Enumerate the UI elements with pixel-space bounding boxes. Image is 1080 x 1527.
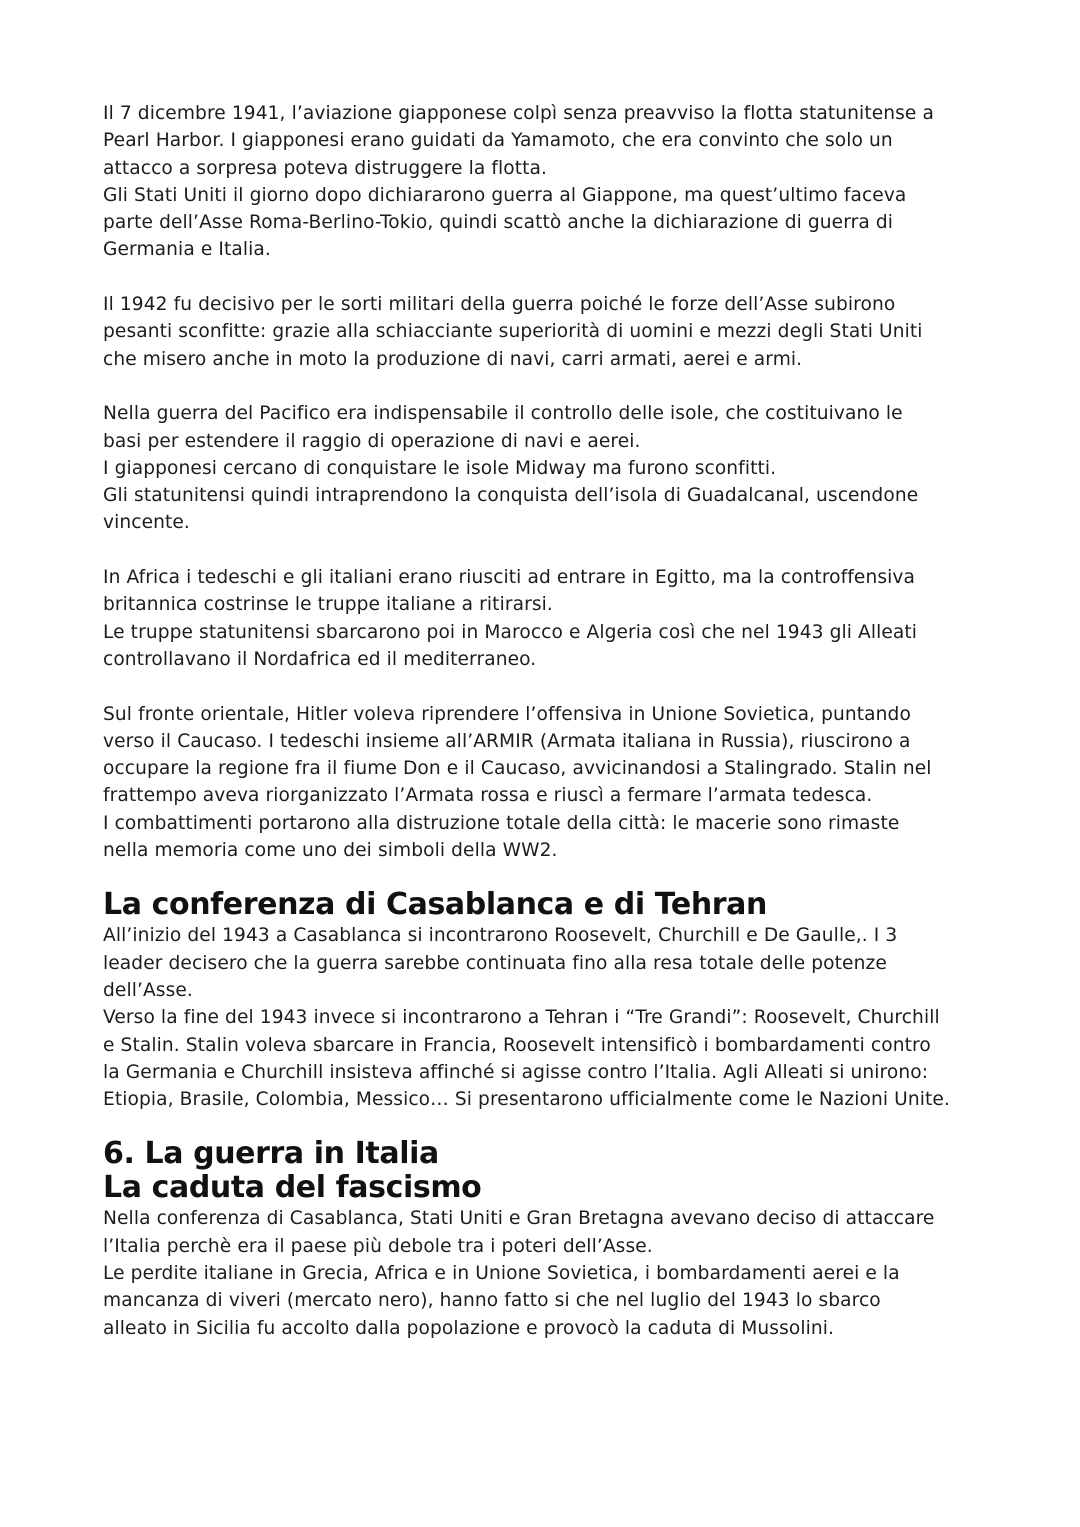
text-line: I giapponesi cercano di conquistare le isole Midway ma furono sconfitti. [103, 457, 777, 479]
text-line: che misero anche in moto la produzione di navi, carri armati, aerei e armi. [103, 348, 803, 370]
text-line: alleato in Sicilia fu accolto dalla popolazione e provocò la caduta di Mussolini. [103, 1317, 835, 1339]
text-line: verso il Caucaso. I tedeschi insieme all’ARMIR (Armata italiana in Russia), riuscirono a [103, 730, 911, 752]
paragraph-spacer [103, 537, 983, 564]
text-line: leader decisero che la guerra sarebbe continuata fino alla resa totale delle potenze [103, 952, 887, 974]
text-line: Il 1942 fu decisivo per le sorti militari della guerra poiché le forze dell’Asse subirono [103, 294, 896, 316]
text-line: dell’Asse. [103, 979, 193, 1001]
paragraph-conference [103, 922, 983, 1113]
text-line: nella memoria come uno dei simboli della WW2. [103, 840, 558, 862]
text-line: parte dell’Asse Roma-Berlino-Tokio, quindi scattò anche la dichiarazione di guerra di [103, 212, 894, 234]
text-line: vincente. [103, 512, 190, 534]
text-line: attacco a sorpresa poteva distruggere la flotta. [103, 157, 548, 179]
text-line: Il 7 dicembre 1941, l’aviazione giapponese colpì senza preavviso la flotta statunitense a [103, 103, 934, 124]
text-line: l’Italia perchè era il paese più debole tra i poteri dell’Asse. [103, 1235, 653, 1257]
text-line: Verso la fine del 1943 invece si incontrarono a Tehran i “Tre Grandi”: Roosevelt, Churchill [103, 1007, 940, 1029]
paragraph-italy [103, 1205, 983, 1341]
text-line: I combattimenti portarono alla distruzione totale della città: le macerie sono rimaste [103, 812, 900, 834]
text-line: Nella guerra del Pacifico era indispensabile il controllo delle isole, che costituivano le [103, 403, 903, 425]
text-line: In Africa i tedeschi e gli italiani erano riusciti ad entrare in Egitto, ma la controffensiva [103, 567, 915, 589]
text-line: All’inizio del 1943 a Casablanca si incontrarono Roosevelt, Churchill e De Gaulle,. I 3 [103, 925, 898, 947]
document-page [103, 100, 983, 1342]
text-line: Gli statunitensi quindi intraprendono la conquista dell’isola di Guadalcanal, uscendone [103, 485, 919, 507]
section-spacer [103, 864, 983, 888]
text-line: Le truppe statunitensi sbarcarono poi in Marocco e Algeria così che nel 1943 gli Alleati [103, 621, 918, 643]
text-line: occupare la regione fra il fiume Don e il Caucaso, avvicinandosi a Stalingrado. Stalin nel [103, 758, 932, 780]
text-line: basi per estendere il raggio di operazione di navi e aerei. [103, 430, 641, 452]
text-line: Germania e Italia. [103, 239, 271, 261]
text-line: Etiopia, Brasile, Colombia, Messico… Si presentarono ufficialmente come le Nazioni Unite. [103, 1089, 950, 1111]
paragraph-pacific [103, 400, 983, 536]
heading-line: 6. La guerra in Italia [103, 1136, 439, 1172]
text-line: mancanza di viveri (mercato nero), hanno fatto si che nel luglio del 1943 lo sbarco [103, 1290, 881, 1312]
paragraph-pearl-harbor [103, 100, 983, 264]
paragraph-spacer [103, 264, 983, 291]
text-line: Sul fronte orientale, Hitler voleva riprendere l’offensiva in Unione Sovietica, puntando [103, 703, 911, 725]
paragraph-africa [103, 564, 983, 673]
heading-line: La caduta del fascismo [103, 1170, 482, 1206]
section-heading-italy [103, 1137, 983, 1205]
text-line: controllavano il Nordafrica ed il mediterraneo. [103, 648, 537, 670]
paragraph-spacer [103, 373, 983, 400]
section-spacer [103, 1113, 983, 1137]
text-line: Gli Stati Uniti il giorno dopo dichiararono guerra al Giappone, ma quest’ultimo faceva [103, 184, 907, 206]
text-line: e Stalin. Stalin voleva sbarcare in Francia, Roosevelt intensificò i bombardamenti contro [103, 1034, 931, 1056]
paragraph-spacer [103, 673, 983, 700]
text-line: Nella conferenza di Casablanca, Stati Uniti e Gran Bretagna avevano deciso di attaccare [103, 1208, 935, 1230]
text-line: britannica costrinse le truppe italiane a ritirarsi. [103, 594, 553, 616]
text-line: la Germania e Churchill insisteva affinché si agisse contro l’Italia. Agli Alleati si unirono: [103, 1061, 929, 1083]
paragraph-eastern-front [103, 701, 983, 865]
text-line: Le perdite italiane in Grecia, Africa e in Unione Sovietica, i bombardamenti aerei e la [103, 1262, 900, 1284]
text-line: frattempo aveva riorganizzato l’Armata rossa e riuscì a fermare l’armata tedesca. [103, 785, 873, 807]
section-heading-conference: La conferenza di Casablanca e di Tehran [103, 887, 767, 923]
text-line: Pearl Harbor. I giapponesi erano guidati da Yamamoto, che era convinto che solo un [103, 130, 893, 152]
paragraph-1942 [103, 291, 983, 373]
text-line: pesanti sconfitte: grazie alla schiacciante superiorità di uomini e mezzi degli Stati Uniti [103, 321, 923, 343]
